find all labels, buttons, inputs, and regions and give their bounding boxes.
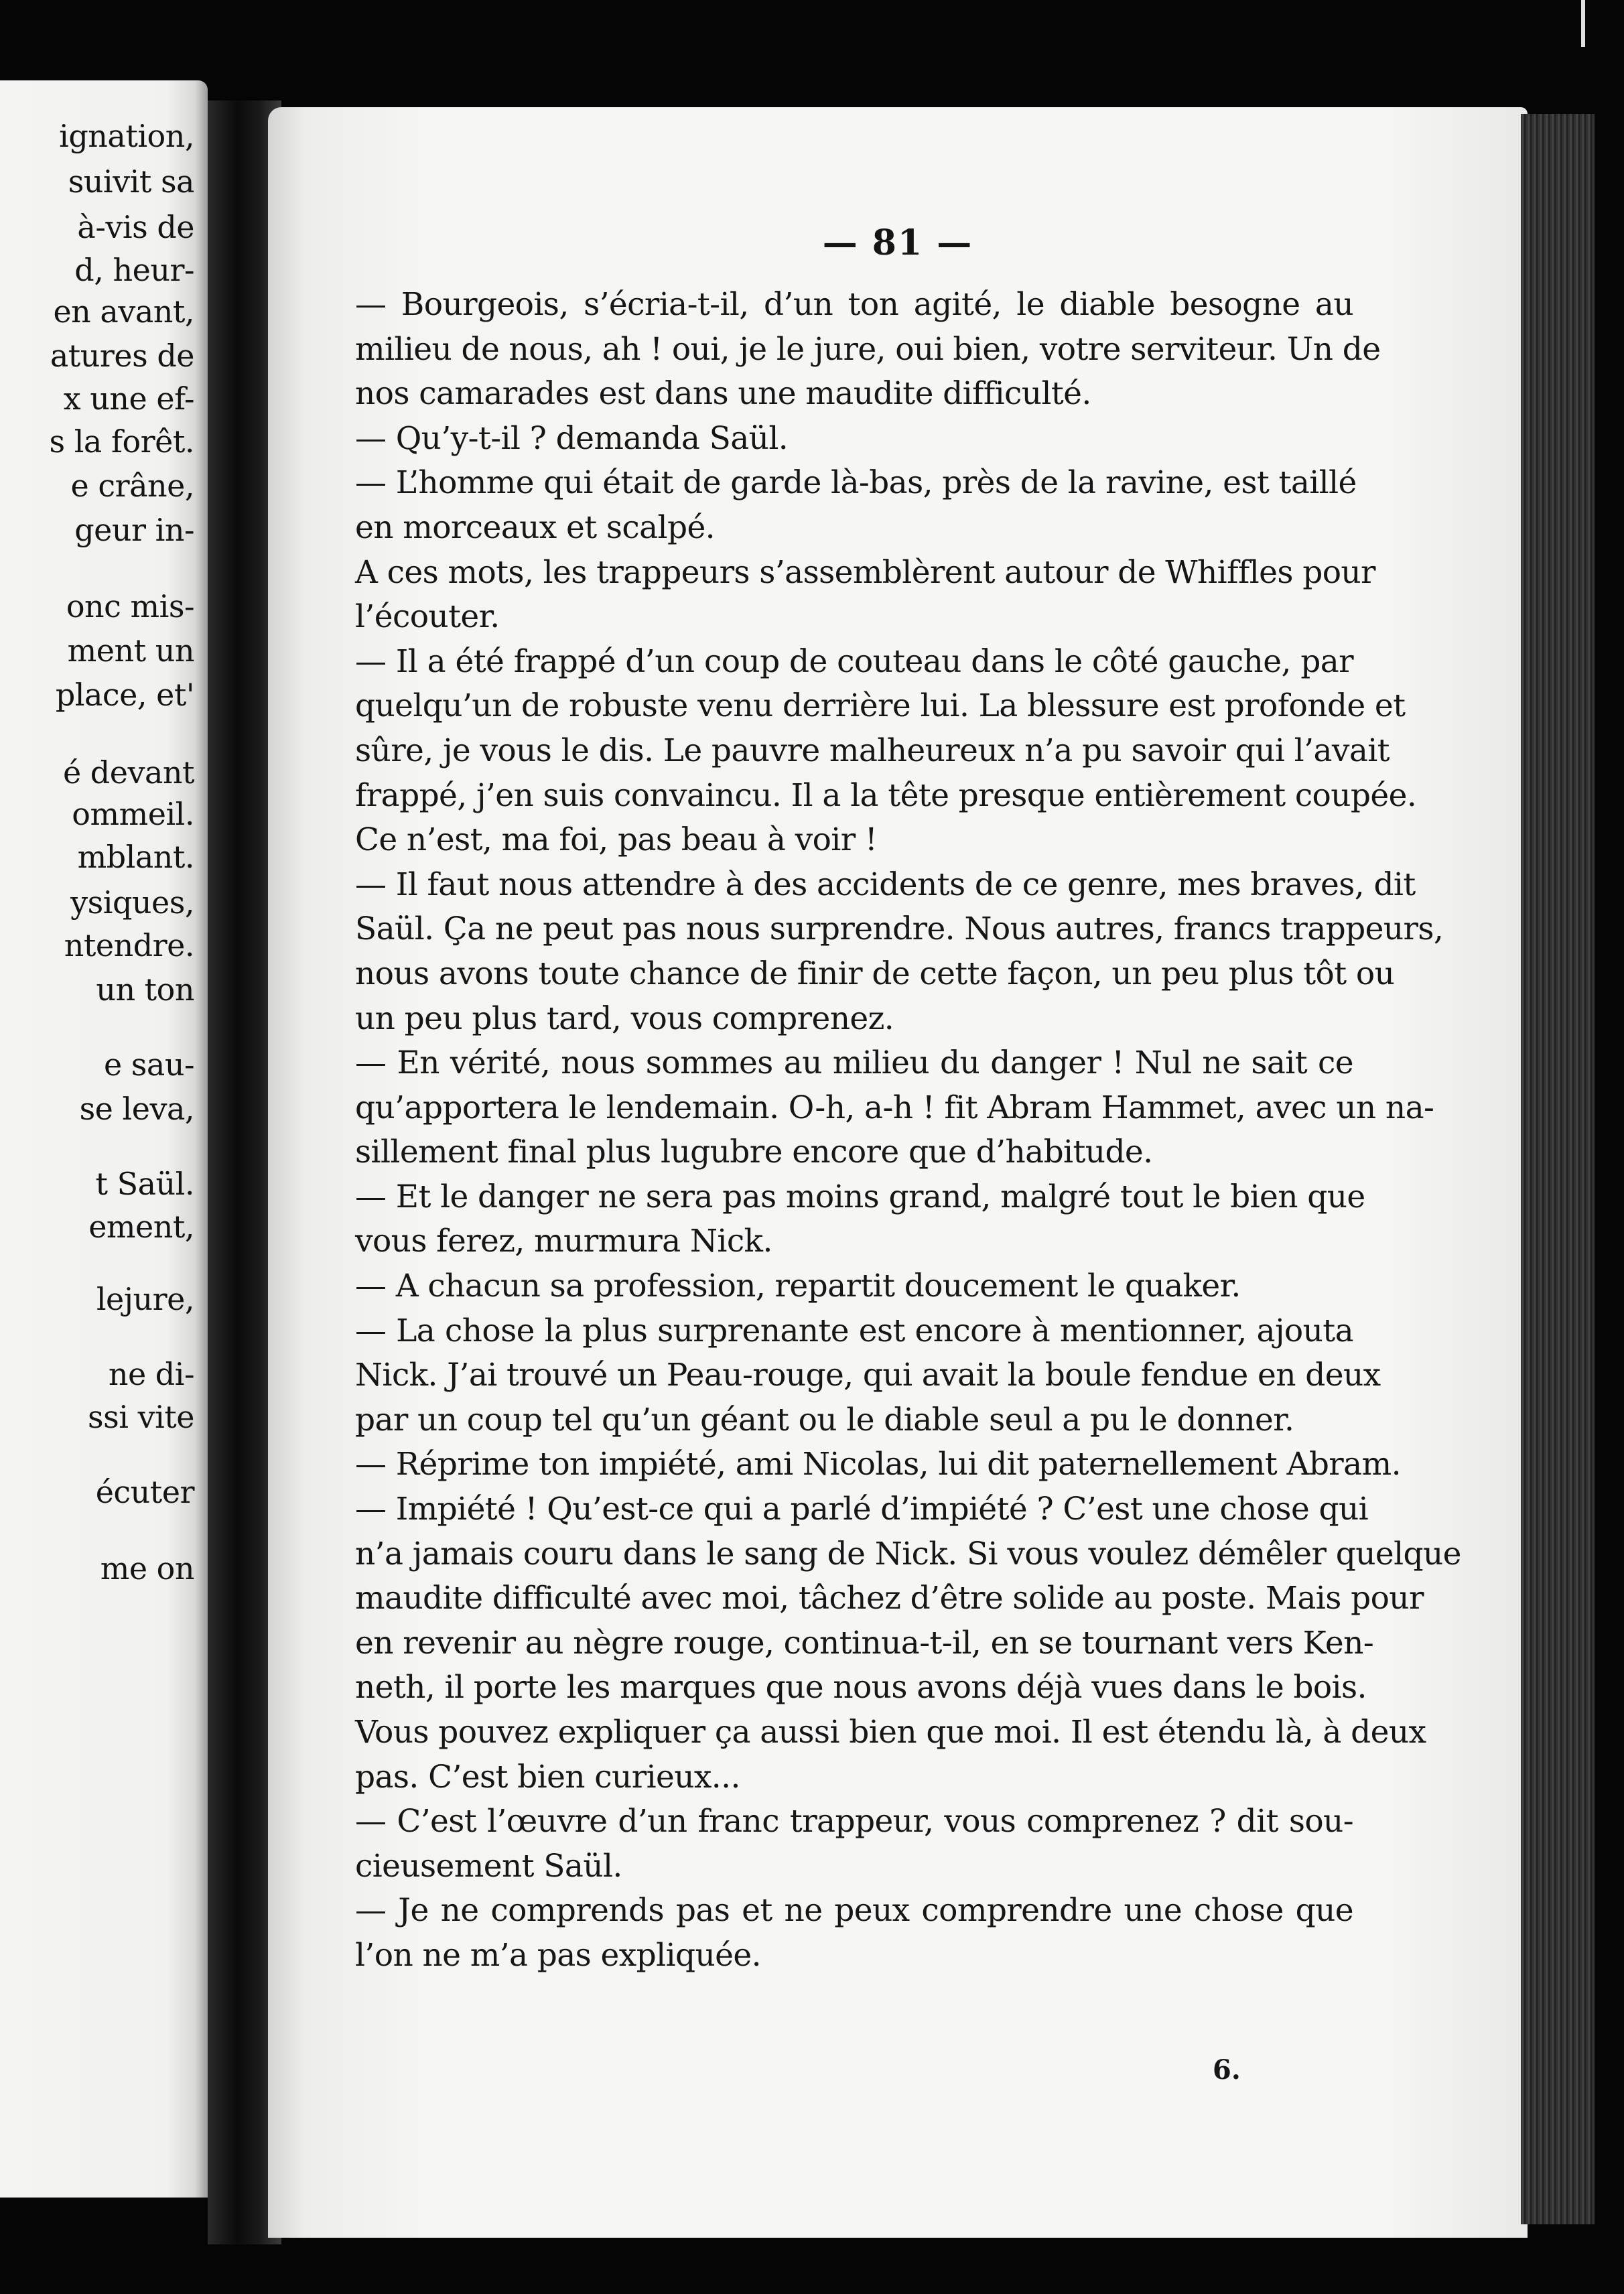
text-line: frappé, j’en suis convaincu. Il a la tête presque entièrement coupée.	[355, 777, 1417, 814]
text-line: — Qu’y-t-il ? demanda Saül.	[355, 419, 789, 457]
text-line: — Impiété ! Qu’est-ce qui a parlé d’impiété ? C’est une chose qui	[355, 1491, 1369, 1528]
text-line: maudite difficulté avec moi, tâchez d’être solide au poste. Mais pour	[355, 1580, 1424, 1617]
text-line: — En vérité, nous sommes au milieu du danger ! Nul ne sait ce	[355, 1044, 1353, 1082]
text-line: vous ferez, murmura Nick.	[355, 1223, 772, 1260]
previous-page-line: geur in-	[74, 512, 194, 548]
previous-page-line: ement,	[88, 1209, 194, 1245]
previous-page-line: s la forêt.	[49, 423, 194, 460]
previous-page-line: t Saül.	[95, 1166, 194, 1202]
previous-page-line: é devant	[62, 754, 194, 791]
previous-page-line: écuter	[95, 1474, 194, 1510]
text-line: l’écouter.	[355, 598, 500, 636]
text-line: — A chacun sa profession, repartit doucement le quaker.	[355, 1268, 1241, 1305]
text-line: — L’homme qui était de garde là-bas, près de la ravine, est taillé	[355, 464, 1357, 502]
text-line: cieusement Saül.	[355, 1847, 622, 1885]
previous-page-line: onc mis-	[66, 588, 194, 624]
text-line: nos camarades est dans une maudite difficulté.	[355, 375, 1091, 413]
previous-page-line: ysiques,	[70, 884, 194, 921]
previous-page-line: me on	[100, 1550, 194, 1587]
text-line: — C’est l’œuvre d’un franc trappeur, vous comprenez ? dit sou-	[355, 1803, 1353, 1840]
previous-page-line: suivit sa	[68, 163, 194, 200]
previous-page-line: mblant.	[77, 839, 194, 875]
text-line: — Je ne comprends pas et ne peux comprendre une chose que	[355, 1892, 1353, 1930]
text-line: — Et le danger ne sera pas moins grand, malgré tout le bien que	[355, 1178, 1365, 1215]
signature-mark: 6.	[1213, 2054, 1241, 2086]
previous-page-line: ignation,	[59, 118, 194, 154]
previous-page-line: ntendre.	[64, 927, 194, 963]
text-line: en revenir au nègre rouge, continua-t-il, en se tournant vers Ken-	[355, 1624, 1374, 1662]
text-line: Saül. Ça ne peut pas nous surprendre. Nous autres, francs trappeurs,	[355, 910, 1444, 948]
text-line: en morceaux et scalpé.	[355, 509, 716, 546]
text-line: nous avons toute chance de finir de cette façon, un peu plus tôt ou	[355, 955, 1395, 992]
text-line: par un coup tel qu’un géant ou le diable seul a pu le donner.	[355, 1401, 1294, 1438]
page-edges	[1521, 114, 1595, 2224]
text-line: Vous pouvez expliquer ça aussi bien que moi. Il est étendu là, à deux	[355, 1714, 1426, 1751]
text-line: — Bourgeois, s’écria-t-il, d’un ton agité, le diable besogne au	[355, 286, 1353, 323]
text-line: Nick. J’ai trouvé un Peau-rouge, qui avait la boule fendue en deux	[355, 1357, 1381, 1394]
page-number: — 81 —	[822, 222, 973, 263]
text-line: A ces mots, les trappeurs s’assemblèrent autour de Whiffles pour	[355, 553, 1375, 591]
previous-page-line: d, heur-	[74, 252, 194, 288]
text-line: — Il faut nous attendre à des accidents de ce genre, mes braves, dit	[355, 866, 1416, 903]
text-line: pas. C’est bien curieux...	[355, 1758, 740, 1796]
previous-page-line: lejure,	[96, 1281, 194, 1317]
text-line: — Réprime ton impiété, ami Nicolas, lui dit paternellement Abram.	[355, 1446, 1401, 1483]
previous-page-line: place, et'	[55, 677, 194, 713]
previous-page-line: e sau-	[103, 1047, 194, 1083]
text-line: qu’apportera le lendemain. O-h, a-h ! fit Abram Hammet, avec un na-	[355, 1089, 1434, 1126]
previous-page-line: ssi vite	[88, 1399, 194, 1435]
text-line: milieu de nous, ah ! oui, je le jure, oui bien, votre serviteur. Un de	[355, 330, 1381, 368]
previous-page-line: x une ef-	[63, 381, 194, 417]
text-line: l’on ne m’a pas expliquée.	[355, 1936, 761, 1974]
text-line: n’a jamais couru dans le sang de Nick. Si vous voulez démêler quelque	[355, 1535, 1461, 1572]
page-81	[268, 107, 1528, 2238]
previous-page-line: ommeil.	[72, 796, 194, 832]
text-line: un peu plus tard, vous comprenez.	[355, 1000, 894, 1037]
previous-page-fragment	[0, 80, 208, 2198]
text-line: sillement final plus lugubre encore que d’habitude.	[355, 1134, 1153, 1171]
text-line: — La chose la plus surprenante est encore à mentionner, ajouta	[355, 1312, 1353, 1349]
page-body-text	[355, 283, 1461, 1978]
previous-page-line: un ton	[96, 971, 194, 1008]
previous-page-line: se leva,	[79, 1091, 194, 1127]
text-line: neth, il porte les marques que nous avons déjà vues dans le bois.	[355, 1669, 1367, 1706]
previous-page-line: à-vis de	[77, 209, 194, 245]
previous-page-line: ment un	[67, 632, 194, 669]
previous-page-line: e crâne,	[70, 468, 194, 504]
text-line: sûre, je vous le dis. Le pauvre malheureux n’a pu savoir qui l’avait	[355, 732, 1390, 769]
previous-page-line: ne di-	[108, 1356, 194, 1392]
previous-page-line: atures de	[50, 338, 194, 374]
previous-page-line: en avant,	[53, 293, 194, 330]
scan-edge-artifact	[1581, 0, 1585, 47]
text-line: — Il a été frappé d’un coup de couteau dans le côté gauche, par	[355, 643, 1353, 680]
text-line: Ce n’est, ma foi, pas beau à voir !	[355, 821, 878, 859]
text-line: quelqu’un de robuste venu derrière lui. La blessure est profonde et	[355, 687, 1406, 725]
